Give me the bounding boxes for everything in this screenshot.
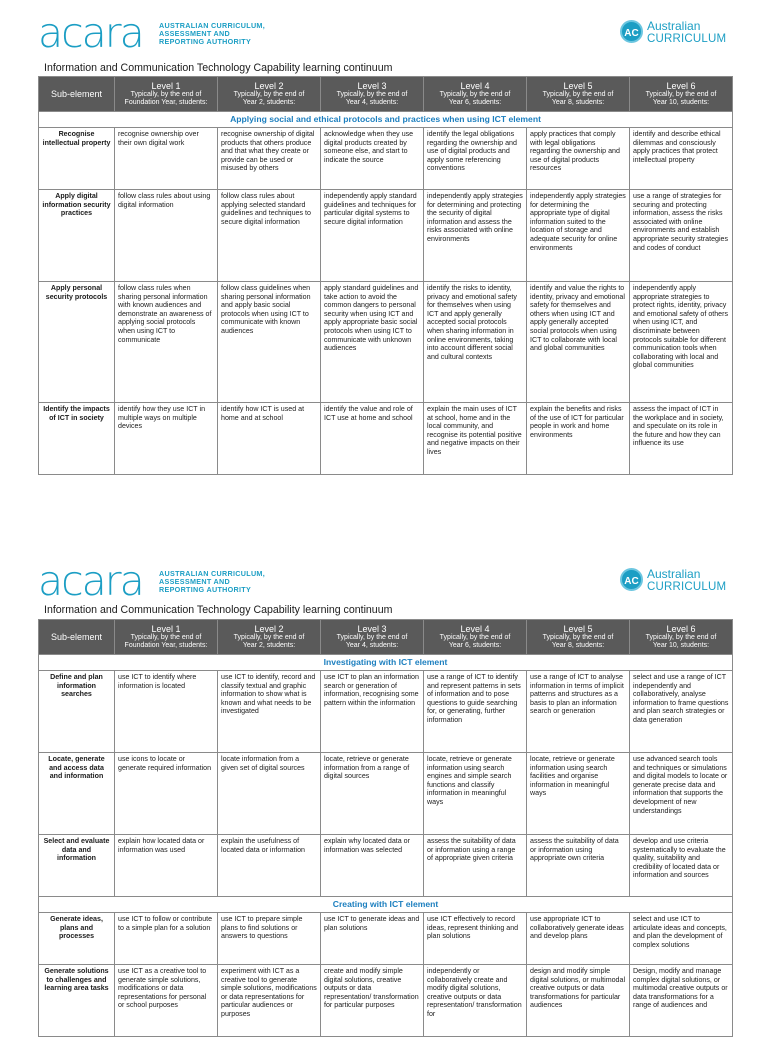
table-cell: assess the suitability of data or information using appropriate own criteria <box>527 835 630 897</box>
continuum-table <box>38 76 733 475</box>
table-cell: use ICT as a creative tool to generate simple solutions, modifications or data representations for personal or school purposes <box>115 965 218 1037</box>
table-row <box>39 282 733 403</box>
australian-curriculum-logo-text: Australian CURRICULUM <box>647 567 727 593</box>
table-cell: recognise ownership of digital products that others produce and that what they create or provide can be used or misused by others <box>218 128 321 190</box>
page-header <box>38 9 732 57</box>
acara-logo-caption: AUSTRALIAN CURRICULUM, ASSESSMENT AND REPORTING AUTHORITY <box>159 569 266 594</box>
table-cell: assess the impact of ICT in the workplace and in society, and speculate on its role in the future and how they can influence its use <box>630 403 733 475</box>
table-cell: use ICT to follow or contribute to a simple plan for a solution <box>115 913 218 965</box>
table-cell: independently or collaboratively create and modify digital solutions, creative outputs or data representation/ transformation for <box>424 965 527 1037</box>
table-row <box>39 965 733 1037</box>
element-heading: Applying social and ethical protocols and practices when using ICT element <box>39 112 733 128</box>
table-cell: use a range of ICT to identify and represent patterns in sets of information and to pose questions to guide searching for, or generating, further information <box>424 671 527 753</box>
table-cell: apply practices that comply with legal obligations regarding the ownership and use of digital products resources <box>527 128 630 190</box>
table-cell: explain the usefulness of located data or information <box>218 835 321 897</box>
level-header: Level 2 Typically, by the end of Year 2, students: <box>218 620 321 655</box>
table-cell: use icons to locate or generate required information <box>115 753 218 835</box>
level-header: Level 1 Typically, by the end of Foundation Year, students: <box>115 620 218 655</box>
table-cell: locate information from a given set of digital sources <box>218 753 321 835</box>
element-heading: Investigating with ICT element <box>39 655 733 671</box>
level-header: Level 3 Typically, by the end of Year 4, students: <box>321 620 424 655</box>
level-header: Level 4 Typically, by the end of Year 6, students: <box>424 620 527 655</box>
table-cell: use ICT effectively to record ideas, represent thinking and plan solutions <box>424 913 527 965</box>
level-header: Level 2 Typically, by the end of Year 2, students: <box>218 77 321 112</box>
table-cell: locate, retrieve or generate information using search engines and simple search functions and classify information in meaningful ways <box>424 753 527 835</box>
page-header <box>38 557 732 605</box>
table-cell: identify and value the rights to identity, privacy and emotional safety for themselves and others when using ICT and apply generally accepted social protocols when using ICT to collaborate with local and global communities <box>527 282 630 403</box>
sub-element-name: Recognise intellectual property <box>39 128 115 190</box>
level-header: Level 4 Typically, by the end of Year 6, students: <box>424 77 527 112</box>
table-cell: identify the legal obligations regarding the ownership and use of digital products and apply some referencing conventions <box>424 128 527 190</box>
table-row <box>39 835 733 897</box>
table-cell: follow class guidelines when sharing personal information and apply basic social protocols when using ICT to communicate with known audiences <box>218 282 321 403</box>
sub-element-name: Identify the impacts of ICT in society <box>39 403 115 475</box>
table-cell: independently apply standard guidelines and techniques for particular digital systems to secure digital information <box>321 190 424 282</box>
table-cell: experiment with ICT as a creative tool to generate simple solutions, modifications or data representations for particular audiences or purposes <box>218 965 321 1037</box>
page-title: Information and Communication Technology Capability learning continuum <box>44 62 393 74</box>
australian-curriculum-badge-icon: AC <box>620 20 643 43</box>
table-row <box>39 671 733 753</box>
level-header: Level 1 Typically, by the end of Foundation Year, students: <box>115 77 218 112</box>
australian-curriculum-logo-text: Australian CURRICULUM <box>647 19 727 45</box>
table-cell: explain how located data or information was used <box>115 835 218 897</box>
element-row <box>39 897 733 913</box>
table-cell: select and use a range of ICT independently and collaboratively, analyse information to frame questions and plan search strategies or data generation <box>630 671 733 753</box>
level-header: Level 5 Typically, by the end of Year 8, students: <box>527 620 630 655</box>
element-heading: Creating with ICT element <box>39 897 733 913</box>
table-cell: identify the value and role of ICT use at home and school <box>321 403 424 475</box>
table-row <box>39 913 733 965</box>
sub-element-name: Locate, generate and access data and information <box>39 753 115 835</box>
level-header: Level 5 Typically, by the end of Year 8, students: <box>527 77 630 112</box>
level-header: Level 6 Typically, by the end of Year 10, students: <box>630 620 733 655</box>
sub-element-name: Apply digital information security practices <box>39 190 115 282</box>
table-row <box>39 403 733 475</box>
table-cell: identify and describe ethical dilemmas and consciously apply practices that protect intellectual property <box>630 128 733 190</box>
acara-logo: acara <box>38 557 143 605</box>
page-2 <box>0 548 768 1024</box>
sub-element-name: Apply personal security protocols <box>39 282 115 403</box>
table-row <box>39 190 733 282</box>
table-cell: explain the main uses of ICT at school, home and in the local community, and recognise its potential positive and negative impacts on their lives <box>424 403 527 475</box>
table-cell: use ICT to identify, record and classify textual and graphic information to show what is known and what needs to be investigated <box>218 671 321 753</box>
sub-element-name: Select and evaluate data and information <box>39 835 115 897</box>
table-cell: locate, retrieve or generate information using search facilities and organise information in meaningful ways <box>527 753 630 835</box>
table-cell: use ICT to identify where information is located <box>115 671 218 753</box>
table-cell: design and modify simple digital solutions, or multimodal creative outputs or data transformations for particular audiences <box>527 965 630 1037</box>
table-cell: use ICT to generate ideas and plan solutions <box>321 913 424 965</box>
table-cell: identify how they use ICT in multiple ways on multiple devices <box>115 403 218 475</box>
table-cell: Design, modify and manage complex digital solutions, or multimodal creative outputs or data transformations for a range of audiences and <box>630 965 733 1037</box>
table-cell: follow class rules about applying selected standard guidelines and techniques to secure digital information <box>218 190 321 282</box>
table-header-row <box>39 77 733 112</box>
acara-logo: acara <box>38 9 143 57</box>
table-header-row <box>39 620 733 655</box>
table-cell: acknowledge when they use digital products created by someone else, and start to indicate the source <box>321 128 424 190</box>
australian-curriculum-badge-icon: AC <box>620 568 643 591</box>
table-cell: use ICT to prepare simple plans to find solutions or answers to questions <box>218 913 321 965</box>
table-cell: use a range of strategies for securing and protecting information, assess the risks associated with online environments and establish appropriate security strategies and codes of conduct <box>630 190 733 282</box>
level-header: Level 3 Typically, by the end of Year 4, students: <box>321 77 424 112</box>
page-title: Information and Communication Technology Capability learning continuum <box>44 604 393 616</box>
table-cell: locate, retrieve or generate information from a range of digital sources <box>321 753 424 835</box>
table-cell: independently apply strategies for determining the appropriate type of digital information suited to the location of storage and adequate security for online environments <box>527 190 630 282</box>
table-cell: select and use ICT to articulate ideas and concepts, and plan the development of complex solutions <box>630 913 733 965</box>
acara-logo-caption: AUSTRALIAN CURRICULUM, ASSESSMENT AND REPORTING AUTHORITY <box>159 21 266 46</box>
element-row <box>39 112 733 128</box>
sub-element-header: Sub-element <box>39 77 115 112</box>
table-row <box>39 128 733 190</box>
sub-element-name: Generate solutions to challenges and learning area tasks <box>39 965 115 1037</box>
table-cell: create and modify simple digital solutions, creative outputs or data representation/ transformation for particular purposes <box>321 965 424 1037</box>
sub-element-header: Sub-element <box>39 620 115 655</box>
page-1 <box>0 0 768 500</box>
table-cell: identify the risks to identity, privacy and emotional safety for themselves when using ICT and apply generally accepted social protocols when sharing information in online environments, taking into account different social and cultural contexts <box>424 282 527 403</box>
table-cell: explain why located data or information was selected <box>321 835 424 897</box>
table-cell: identify how ICT is used at home and at school <box>218 403 321 475</box>
table-cell: assess the suitability of data or information using a range of appropriate given criteria <box>424 835 527 897</box>
sub-element-name: Define and plan information searches <box>39 671 115 753</box>
table-cell: recognise ownership over their own digital work <box>115 128 218 190</box>
table-row <box>39 753 733 835</box>
table-cell: use advanced search tools and techniques or simulations and digital models to locate or generate precise data and information that supports the development of new understandings <box>630 753 733 835</box>
table-cell: use a range of ICT to analyse information in terms of implicit patterns and structures as a basis to plan an information search or generation <box>527 671 630 753</box>
table-cell: follow class rules about using digital information <box>115 190 218 282</box>
continuum-table <box>38 619 733 1037</box>
element-row <box>39 655 733 671</box>
table-cell: use ICT to plan an information search or generation of information, recognising some pattern within the information <box>321 671 424 753</box>
table-cell: use appropriate ICT to collaboratively generate ideas and develop plans <box>527 913 630 965</box>
table-cell: independently apply appropriate strategies to protect rights, identity, privacy and emotional safety of others when using ICT, and discriminate between protocols suitable for different communication tools when collaborating with local and global communities <box>630 282 733 403</box>
table-cell: independently apply strategies for determining and protecting the security of digital information and assess the risks associated with online environments <box>424 190 527 282</box>
table-cell: follow class rules when sharing personal information with known audiences and demonstrate an awareness of applying social protocols when using ICT to communicate <box>115 282 218 403</box>
table-cell: develop and use criteria systematically to evaluate the quality, suitability and credibility of located data or information and sources <box>630 835 733 897</box>
level-header: Level 6 Typically, by the end of Year 10, students: <box>630 77 733 112</box>
sub-element-name: Generate ideas, plans and processes <box>39 913 115 965</box>
table-cell: explain the benefits and risks of the use of ICT for particular people in work and home environments <box>527 403 630 475</box>
table-cell: apply standard guidelines and take action to avoid the common dangers to personal security when using ICT and apply appropriate basic social protocols when using ICT to communicate with unknown audiences <box>321 282 424 403</box>
